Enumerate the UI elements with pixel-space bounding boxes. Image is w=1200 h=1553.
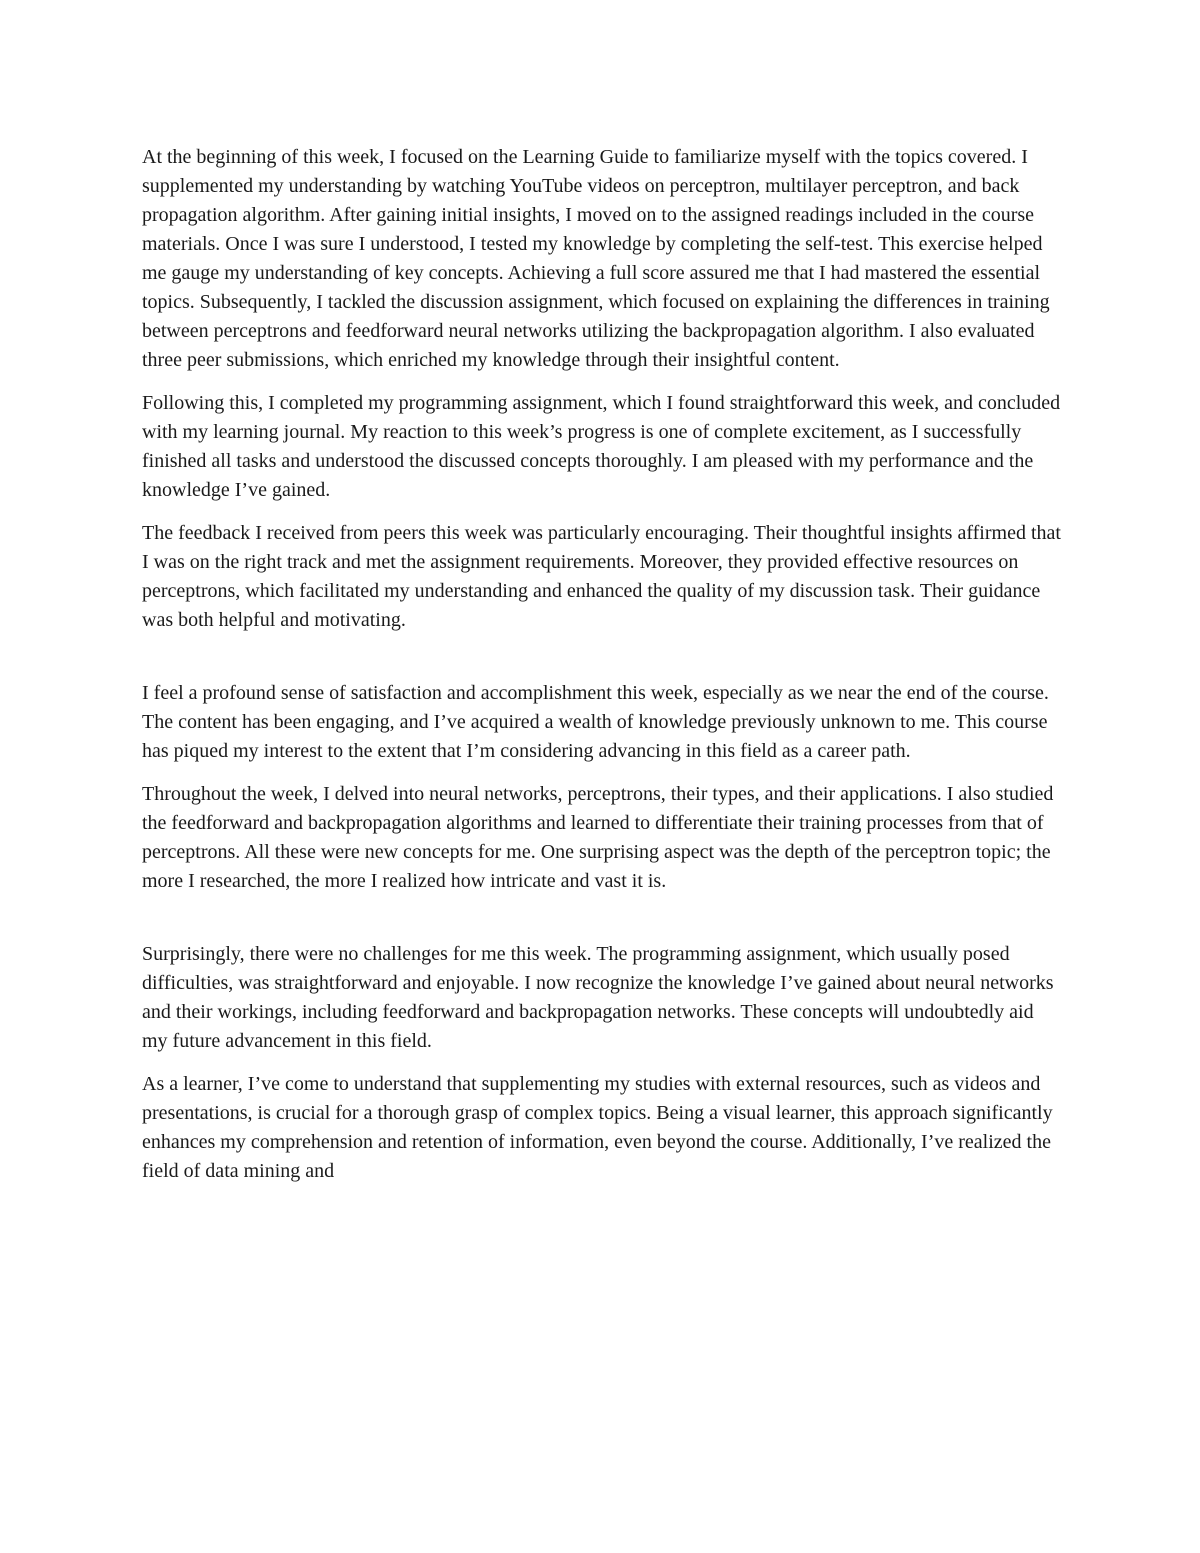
document-body xyxy=(142,143,1062,1200)
paragraph-learner-reflection: As a learner, I’ve come to understand that supplementing my studies with external resources, such as videos and presentations, is crucial for a thorough grasp of complex topics. Being a visual learner, this approach significantly enhances my comprehension and retention of information, even beyond the course. Additionally, I’ve realized the field of data mining and xyxy=(142,1073,1053,1182)
paragraph-learning-activities: At the beginning of this week, I focused on the Learning Guide to familiarize myself with the topics covered. I supplemented my understanding by watching YouTube videos on perceptron, multilayer perceptron, and back propagation algorithm. After gaining initial insights, I moved on to the assigned readings included in the course materials. Once I was sure I understood, I tested my knowledge by completing the self-test. This exercise helped me gauge my understanding of key concepts. Achieving a full score assured me that I had mastered the essential topics. Subsequently, I tackled the discussion assignment, which focused on explaining the differences in training between perceptrons and feedforward neural networks utilizing the backpropagation algorithm. I also evaluated three peer submissions, which enriched my knowledge through their insightful content. xyxy=(142,146,1050,371)
paragraph-peer-feedback: The feedback I received from peers this week was particularly encouraging. Their thoughtful insights affirmed that I was on the right track and met the assignment requirements. Moreover, they provided effective resources on perceptrons, which facilitated my understanding and enhanced the quality of my discussion task. Their guidance was both helpful and motivating. xyxy=(142,522,1061,631)
paragraph-challenges: Surprisingly, there were no challenges for me this week. The programming assignment, which usually posed difficulties, was straightforward and enjoyable. I now recognize the knowledge I’ve gained about neural networks and their workings, including feedforward and backpropagation networks. These concepts will undoubtedly aid my future advancement in this field. xyxy=(142,943,1054,1052)
paragraph-assignment-reaction: Following this, I completed my programming assignment, which I found straightforward this week, and concluded with my learning journal. My reaction to this week’s progress is one of complete excitement, as I successfully finished all tasks and understood the discussed concepts thoroughly. I am pleased with my performance and the knowledge I’ve gained. xyxy=(142,392,1061,501)
paragraph-new-concepts: Throughout the week, I delved into neural networks, perceptrons, their types, and their applications. I also studied the feedforward and backpropagation algorithms and learned to differentiate their training processes from that of perceptrons. All these were new concepts for me. One surprising aspect was the depth of the perceptron topic; the more I researched, the more I realized how intricate and vast it is. xyxy=(142,783,1054,892)
paragraph-satisfaction: I feel a profound sense of satisfaction and accomplishment this week, especially as we near the end of the course. The content has been engaging, and I’ve acquired a wealth of knowledge previously unknown to me. This course has piqued my interest to the extent that I’m considering advancing in this field as a career path. xyxy=(142,682,1049,762)
